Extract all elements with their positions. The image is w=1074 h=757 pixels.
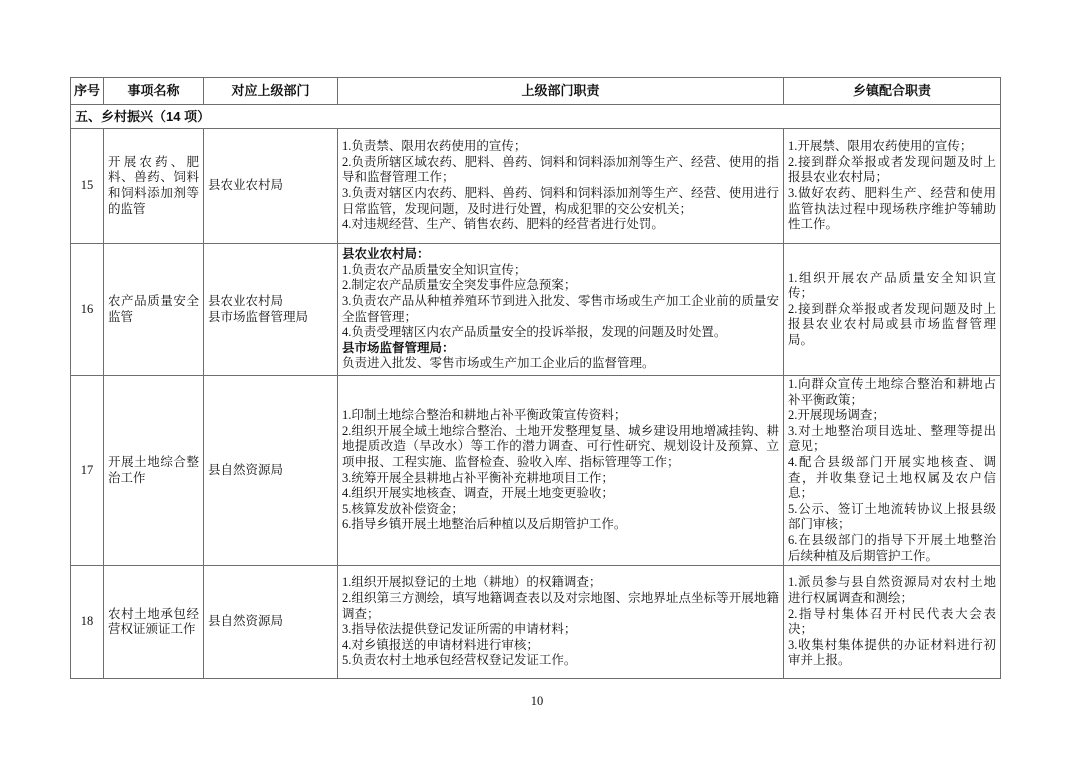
column-header: 序号 [71,78,104,105]
superior-duties-cell [338,566,784,679]
township-duty-paragraph: 1.组织开展农产品质量安全知识宣传； [788,270,996,301]
superior-duty-paragraph: 2.组织开展全域土地综合整治、土地开发整理复垦、城乡建设用地增减挂钩、耕地提质改造（旱改水）等工作的潜力调查、可行性研究、规划设计及预算、立项申报、工程实施、监督检查、验收入库、指标管理等工作； [342,423,779,469]
superior-duty-paragraph: 负责进入批发、零售市场或生产加工企业后的监督管理。 [342,356,655,371]
section-row [71,105,1001,129]
column-header: 上级部门职责 [338,78,784,105]
township-duty-paragraph: 3.做好农药、肥料生产、经营和使用监管执法过程中现场秩序维护等辅助性工作。 [788,186,996,232]
superior-duty-paragraph: 6.指导乡镇开展土地整治后种植以及后期管护工作。 [342,517,627,532]
township-duty-paragraph: 4.配合县级部门开展实地核查、调查，并收集登记土地权属及农户信息； [788,454,996,501]
superior-duty-paragraph: 4.对违规经营、生产、销售农药、肥料的经营者进行处罚。 [342,217,664,232]
section-title: 五、乡村振兴（14 项） [71,105,1001,129]
superior-duty-paragraph: 4.负责受理辖区内农产品质量安全的投诉举报，发现的问题及时处置。 [342,325,727,340]
table-header-row [71,78,1001,105]
superior-duty-paragraph: 4.对乡镇报送的申请材料进行审核； [342,637,539,652]
township-duties-cell [784,566,1001,679]
township-duty-paragraph: 6.在县级部门的指导下开展土地整治后续种植及后期管护工作。 [788,532,996,563]
table-row [71,244,1001,376]
table-row [71,129,1001,244]
row-number-cell: 15 [71,129,104,244]
township-duty-paragraph: 2.接到群众举报或者发现问题及时上报县农业农村局或县市场监督管理局。 [788,301,996,347]
superior-duty-paragraph: 2.制定农产品质量安全突发事件应急预案； [342,278,577,293]
township-duty-paragraph: 2.接到群众举报或者发现问题及时上报县农业农村局； [788,154,996,185]
superior-duties-cell [338,244,784,376]
superior-duty-paragraph: 县市场监督管理局： [342,340,455,355]
row-number-cell: 18 [71,566,104,679]
column-header: 事项名称 [104,78,204,105]
column-header: 对应上级部门 [204,78,338,105]
superior-department-cell [204,566,338,679]
department-name: 县自然资源局 [208,462,284,477]
superior-duty-paragraph: 2.负责所辖区域农药、肥料、兽药、饲料和饲料添加剂等生产、经营、使用的指导和监督管理工作； [342,154,779,185]
superior-duty-paragraph: 4.组织开展实地核查、调查，开展土地变更验收； [342,486,614,501]
superior-duty-paragraph: 1.负责禁、限用农药使用的宣传； [342,139,527,154]
superior-duty-paragraph: 5.核算发放补偿资金； [342,501,464,516]
superior-duty-paragraph: 县农业农村局： [342,247,430,262]
superior-duty-paragraph: 5.负责农村土地承包经营权登记发证工作。 [342,653,577,668]
township-duty-paragraph: 3.对土地整治项目选址、整理等提出意见； [788,423,996,454]
department-name: 县农业农村局 [208,293,284,308]
township-duty-paragraph: 1.向群众宣传土地综合整治和耕地占补平衡政策； [788,377,996,407]
township-duty-paragraph: 1.开展禁、限用农药使用的宣传； [788,139,973,154]
item-name-cell: 农村土地承包经营权证颁证工作 [104,566,204,679]
superior-duty-paragraph: 3.负责对辖区内农药、肥料、兽药、饲料和饲料添加剂等生产、经营、使用进行日常监管，发现问题，及时进行处置，构成犯罪的交公安机关； [342,186,779,216]
superior-duty-paragraph: 1.负责农产品质量安全知识宣传； [342,262,527,277]
superior-department-cell [204,129,338,244]
superior-duty-paragraph: 3.负责农产品从种植养殖环节到进入批发、零售市场或生产加工企业前的质量安全监督管理； [342,293,779,324]
township-duty-paragraph: 5.公示、签订土地流转协议上报县级部门审核； [788,501,996,532]
item-name-cell: 开展土地综合整治工作 [104,376,204,566]
township-duty-paragraph: 2.开展现场调查； [788,408,885,423]
superior-department-cell [204,376,338,566]
table-row [71,566,1001,679]
superior-duty-paragraph: 1.组织开展拟登记的土地（耕地）的权籍调查； [342,575,602,590]
township-duty-paragraph: 1.派员参与县自然资源局对农村土地进行权属调查和测绘； [788,575,996,605]
township-duty-paragraph: 3.收集村集体提供的办证材料进行初审并上报。 [788,637,996,668]
superior-duties-cell [338,376,784,566]
superior-duty-paragraph: 2.组织第三方测绘，填写地籍调查表以及对宗地图、宗地界址点坐标等开展地籍调查； [342,590,779,621]
column-header: 乡镇配合职责 [784,78,1001,105]
item-name-cell: 开展农药、肥料、兽药、饲料和饲料添加剂等的监管 [104,129,204,244]
superior-duties-cell [338,129,784,244]
superior-department-cell [204,244,338,376]
row-number-cell: 17 [71,376,104,566]
department-name: 县自然资源局 [208,614,284,629]
department-name: 县市场监督管理局 [208,309,309,324]
township-duty-paragraph: 2.指导村集体召开村民代表大会表决； [788,606,996,637]
table-row [71,376,1001,566]
page-number: 10 [530,694,544,708]
township-duties-cell [784,376,1001,566]
superior-duty-paragraph: 3.指导依法提供登记发证所需的申请材料； [342,622,577,637]
responsibility-matrix-table [70,77,1001,679]
row-number-cell: 16 [71,244,104,376]
township-duties-cell [784,244,1001,376]
township-duties-cell [784,129,1001,244]
superior-duty-paragraph: 3.统筹开展全县耕地占补平衡补充耕地项目工作； [342,470,614,485]
department-name: 县农业农村局 [208,178,284,193]
superior-duty-paragraph: 1.印制土地综合整治和耕地占补平衡政策宣传资料； [342,408,627,423]
item-name-cell: 农产品质量安全监管 [104,244,204,376]
